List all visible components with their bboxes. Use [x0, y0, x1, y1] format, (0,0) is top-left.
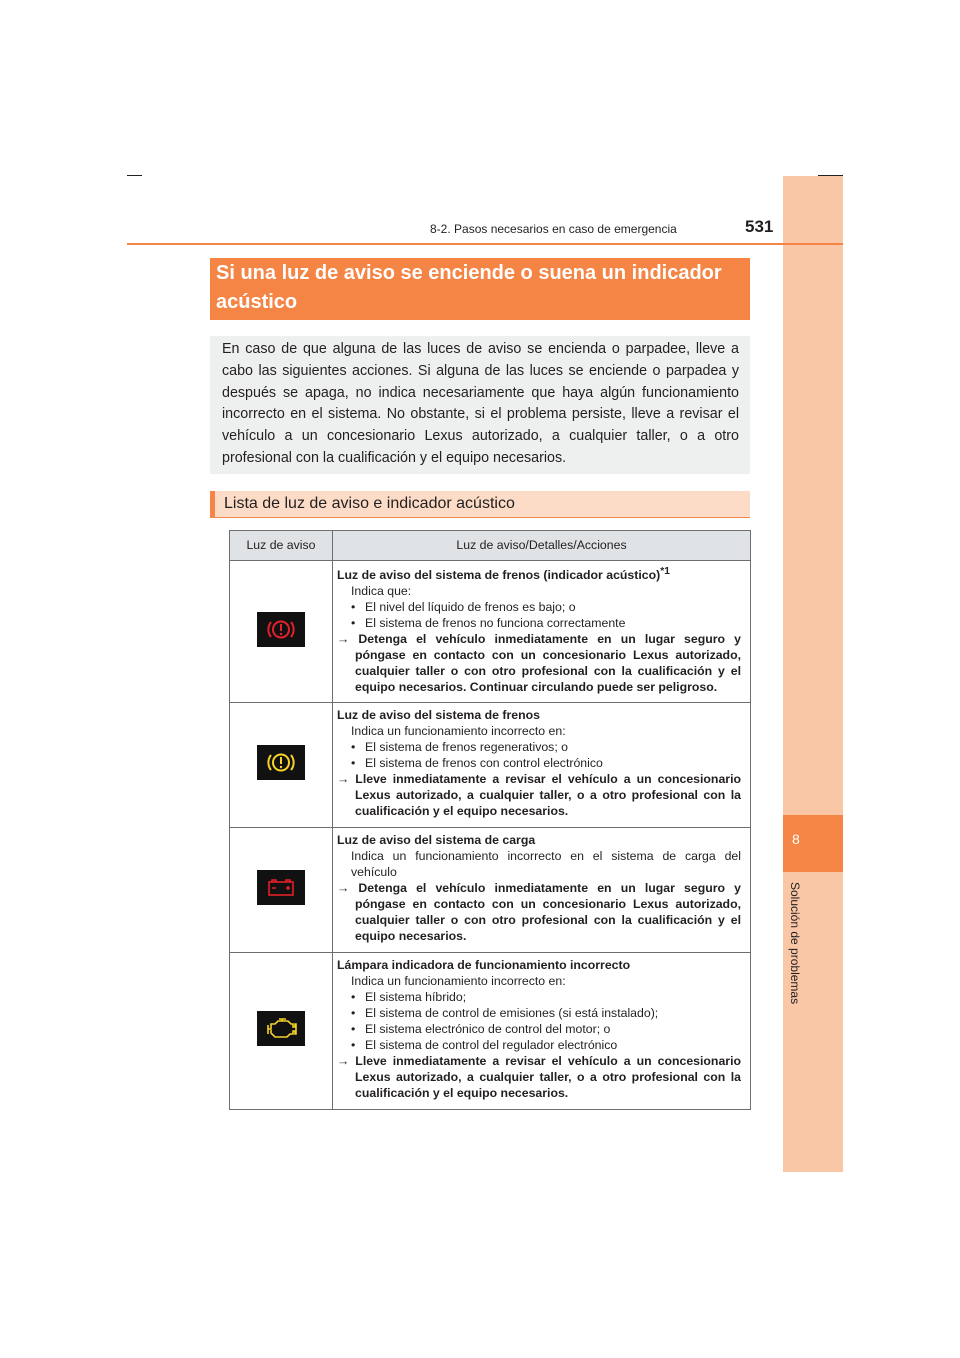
row-intro: Indica que:: [351, 583, 412, 598]
table-row: [333, 828, 751, 953]
row-title: Lámpara indicadora de funcionamiento incorrecto: [337, 957, 631, 972]
bullet: • El sistema de control del regulador electrónico: [337, 1037, 741, 1053]
row-title: Luz de aviso del sistema de carga: [337, 832, 536, 847]
row-title: Luz de aviso del sistema de frenos: [337, 707, 540, 722]
col-header: Luz de aviso/Detalles/Acciones: [333, 531, 751, 561]
page-title: Si una luz de aviso se enciende o suena un indicador acústico: [210, 258, 750, 320]
row-action: → Lleve inmediatamente a revisar el vehículo a un concesionario Lexus autorizado, a cualquier taller, o a otro profesional con la cualificación y el equipo necesarios.: [337, 1054, 741, 1101]
col-header: Luz de aviso: [230, 531, 333, 561]
row-intro: Indica un funcionamiento incorrecto en el sistema de carga del vehículo: [351, 848, 741, 879]
footnote-ref: *1: [660, 565, 670, 577]
chapter-label: Solución de problemas: [788, 882, 802, 1005]
bullet: • El sistema de frenos regenerativos; o: [337, 739, 741, 755]
chapter-number: 8: [792, 831, 800, 847]
table-row: [333, 561, 751, 703]
bullet: • El sistema de frenos no funciona correctamente: [337, 615, 741, 631]
subheading: Lista de luz de aviso e indicador acústico: [210, 491, 750, 518]
row-intro: Indica un funcionamiento incorrecto en:: [351, 723, 566, 738]
bullet: • El sistema de control de emisiones (si está instalado);: [337, 1005, 741, 1021]
table-row: [333, 703, 751, 828]
intro-text: En caso de que alguna de las luces de aviso se encienda o parpadee, lleve a cabo las siguientes acciones. Si alguna de las luces se enciende o parpadea y después se apaga, no indica necesariamente que haya algún funcionamiento incorrecto en el sistema. No obstante, si el problema persiste, lleve a revisar el vehículo a un concesionario Lexus autorizado, a cualquier taller, o a otro profesional con la cualificación y el equipo necesarios.: [210, 336, 750, 474]
bullet: • El nivel del líquido de frenos es bajo; o: [337, 599, 741, 615]
bullet: • El sistema electrónico de control del motor; o: [337, 1021, 741, 1037]
row-intro: Indica un funcionamiento incorrecto en:: [351, 973, 566, 988]
battery-charge-icon: [257, 870, 305, 905]
side-bar: [783, 176, 843, 1172]
row-action: → Detenga el vehículo inmediatamente en un lugar seguro y póngase en contacto con un concesionario Lexus autorizado, cualquier taller o con otro profesional con la cualificación y el equipo necesarios. Continuar circulando puede ser peligroso.: [337, 632, 741, 695]
brake-warning-yellow-icon: [257, 745, 305, 780]
section-title: 8-2. Pasos necesarios en caso de emergencia: [430, 222, 677, 236]
header-rule: [127, 243, 843, 245]
warning-table: [229, 530, 751, 1110]
bullet: • El sistema híbrido;: [337, 989, 741, 1005]
bullet: • El sistema de frenos con control electrónico: [337, 755, 741, 771]
check-engine-icon: [257, 1011, 305, 1046]
brake-warning-red-icon: [257, 612, 305, 647]
table-row: [333, 953, 751, 1110]
row-action: → Lleve inmediatamente a revisar el vehículo a un concesionario Lexus autorizado, a cualquier taller, o a otro profesional con la cualificación y el equipo necesarios.: [337, 772, 741, 819]
row-action: → Detenga el vehículo inmediatamente en un lugar seguro y póngase en contacto con un concesionario Lexus autorizado, cualquier taller o con otro profesional con la cualificación y el equipo necesarios.: [337, 880, 741, 944]
page-number: 531: [745, 217, 774, 236]
row-title: Luz de aviso del sistema de frenos (indicador acústico): [337, 567, 661, 582]
